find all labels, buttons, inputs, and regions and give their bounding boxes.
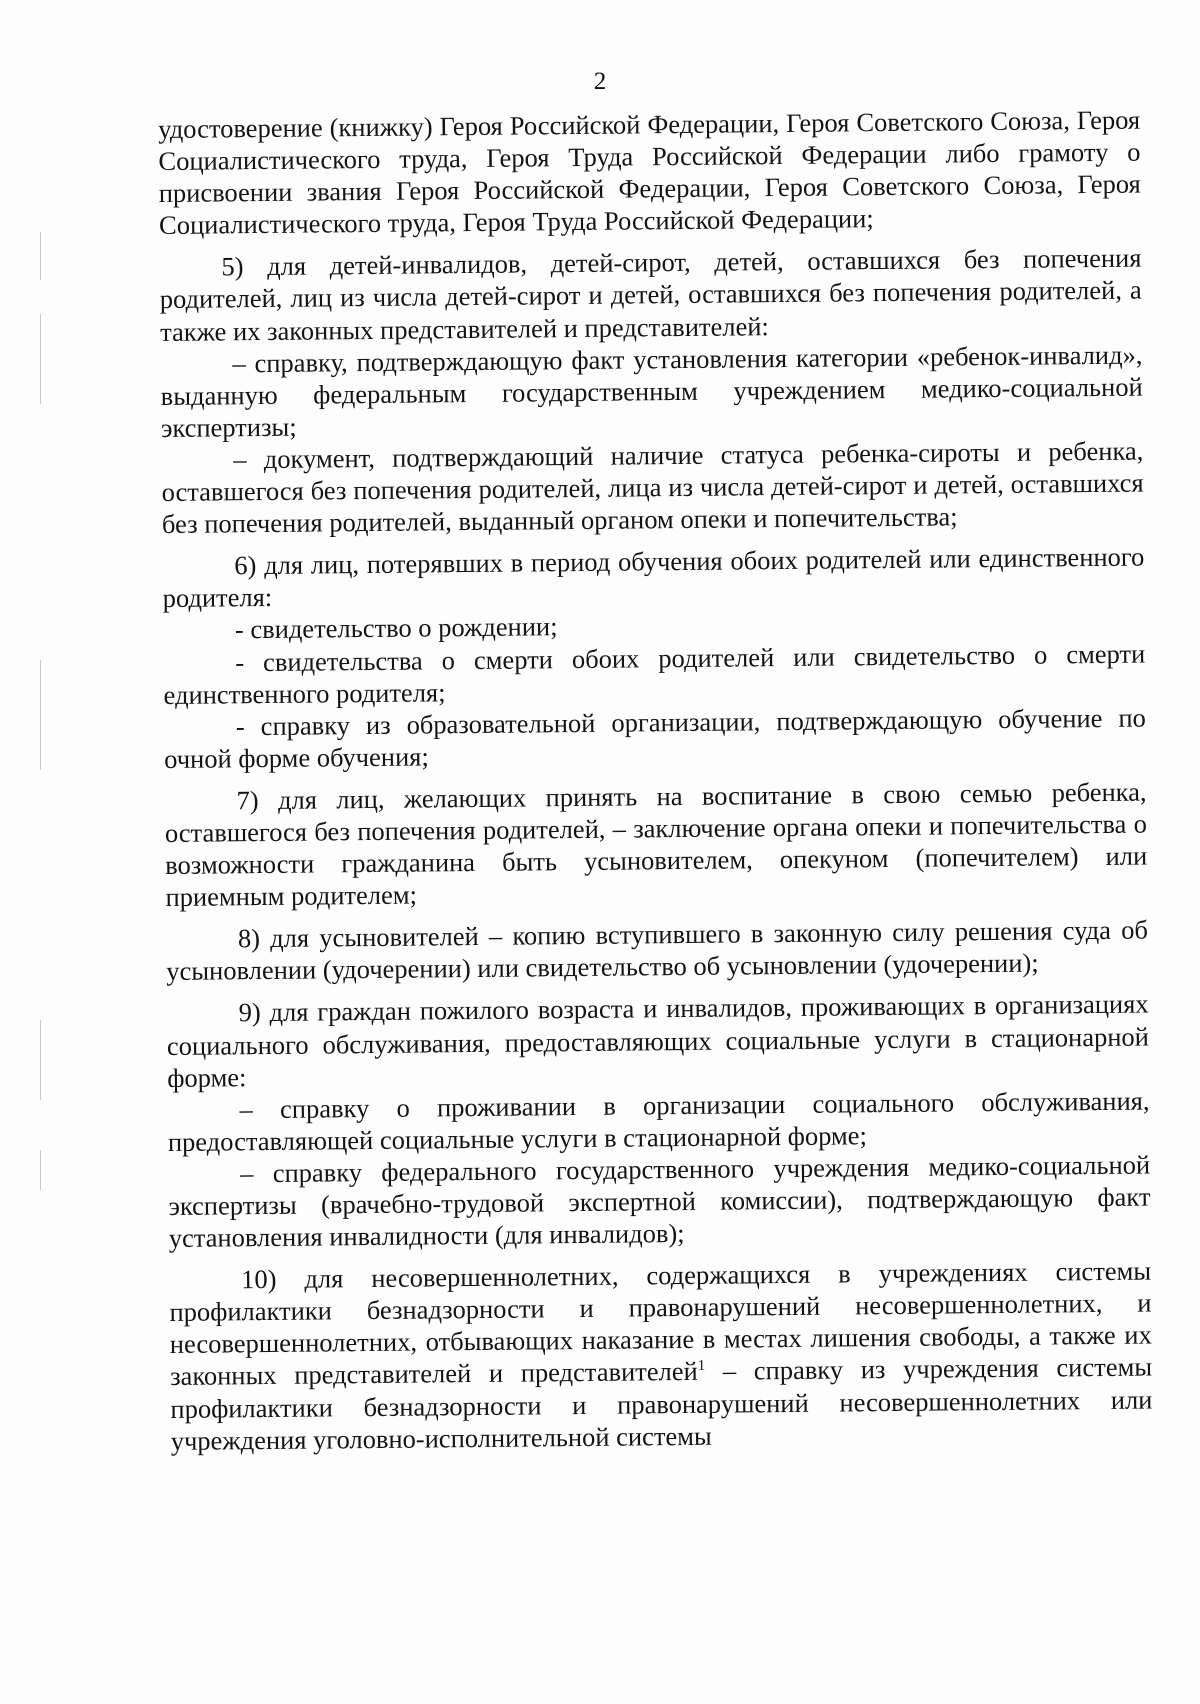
footnote-reference: 1: [697, 1358, 706, 1375]
scan-artifact-line: [40, 1150, 41, 1190]
paragraph-item-9-doc-2: – справку федерального государственного учреждения медико-социальной экспертизы (врачебно-трудовой экспертной комиссии), подтверждающую факт установления инвалидности (для инвалидов);: [168, 1149, 1151, 1254]
paragraph-item-9-doc-1: – справку о проживании в организации социального обслуживания, предоставляющей социальные услуги в стационарной форме;: [167, 1085, 1150, 1157]
paragraph-item-7: 7) для лиц, желающих принять на воспитание в свою семью ребенка, оставшегося без попечения родителей, – заключение органа опеки и попечительства о возможности гражданина быть усыновителем, опекуном (попечителем) или приемным родителем;: [164, 776, 1148, 913]
paragraph-item-6-doc-3: - справку из образовательной организации, подтверждающую обучение по очной форме обучения;: [164, 702, 1146, 774]
paragraph-item-10: [169, 1255, 1153, 1457]
paragraph-item-5-doc-1: – справку, подтверждающую факт установления категории «ребенок-инвалид», выданную федеральным государственным учреждением медико-социальной экспертизы;: [160, 339, 1143, 443]
paragraph-hero-certificate: удостоверение (книжку) Героя Российской Федерации, Героя Советского Союза, Героя Социалистического труда, Героя Труда Российской Федерации либо грамоту о присвоении звания Героя Российской Федерации, Героя Советского Союза, Героя Социалистического труда, Героя Труда Российской Федерации;: [158, 104, 1141, 241]
page-number: 2: [593, 68, 607, 95]
paragraph-item-6-doc-1: - свидетельство о рождении;: [234, 611, 558, 645]
paragraph-item-10-text: 10) для несовершеннолетних, содержащихся в учреждениях системы профилактики безнадзорности и правонарушений несовершеннолетних, и несовершеннолетних, отбывающих наказание в местах лишения свободы, а также их законных представителей и представителей: [169, 1255, 1152, 1392]
paragraph-item-10-text-cont: – справку из учреждения системы профилактики безнадзорности и правонарушений несовершеннолетних или учреждения уголовно-исполнительной системы: [170, 1351, 1153, 1456]
paragraph-item-9: 9) для граждан пожилого возраста и инвалидов, проживающих в организациях социального обслуживания, предоставляющих социальные услуги в стационарной форме:: [166, 988, 1150, 1093]
scan-artifact-line: [40, 1020, 41, 1100]
scan-artifact-line: [40, 232, 41, 280]
document-body: [158, 104, 1153, 1457]
paragraph-item-8: 8) для усыновителей – копию вступившего в законную силу решения суда об усыновлении (удочерении) или свидетельство об усыновлении (удочерении);: [166, 914, 1149, 987]
paragraph-item-5: 5) для детей-инвалидов, детей-сирот, детей, оставшихся без попечения родителей, лиц из числа детей-сирот и детей, оставшихся без попечения родителей, а также их законных представителей и представителей:: [159, 242, 1142, 347]
paragraph-item-5-doc-2: – документ, подтверждающий наличие статуса ребенка-сироты и ребенка, оставшегося без попечения родителей, лица из числа детей-сирот и детей, оставшихся без попечения родителей, выданный органом опеки и попечительства;: [161, 435, 1144, 540]
scan-artifact-line: [40, 314, 41, 404]
paragraph-item-6: 6) для лиц, потерявших в период обучения обоих родителей или единственного родителя:: [162, 541, 1145, 614]
scan-artifact-line: [40, 660, 41, 770]
paragraph-item-6-doc-2: - свидетельства о смерти обоих родителей или свидетельство о смерти единственного родителя;: [163, 638, 1146, 710]
